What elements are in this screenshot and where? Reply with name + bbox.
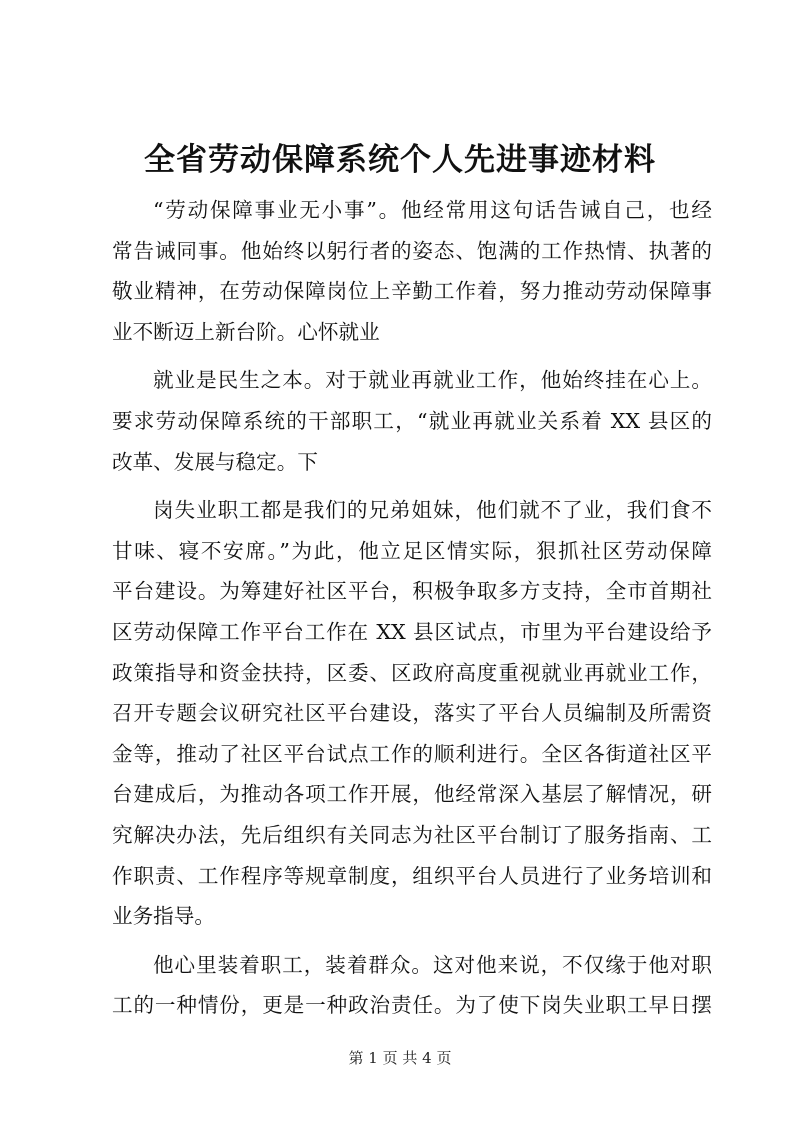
paragraph-line: 召开专题会议研究社区平台建设，落实了平台人员编制及所需资 <box>112 701 712 726</box>
paragraph-line: 他心里装着职工，装着群众。这对他来说，不仅缘于他对职 <box>153 952 712 977</box>
paragraph-line: 金等，推动了社区平台试点工作的顺利进行。全区各街道社区平 <box>112 741 712 766</box>
paragraph-line: “劳动保障事业无小事”。他经常用这句话告诫自己，也经 <box>153 198 712 222</box>
paragraph <box>112 360 712 482</box>
paragraph <box>112 945 712 1026</box>
paragraph-line: 作职责、工作程序等规章制度，组织平台人员进行了业务培训和 <box>112 863 712 888</box>
document-title: 全省劳动保障系统个人先进事迹材料 <box>144 142 656 178</box>
document-body <box>112 190 712 1026</box>
paragraph-line: 究解决办法，先后组织有关同志为社区平台制订了服务指南、工 <box>112 822 712 847</box>
paragraph-line: 台建成后，为推动各项工作开展，他经常深入基层了解情况，研 <box>112 782 712 807</box>
paragraph <box>112 190 712 352</box>
paragraph-line: 要求劳动保障系统的干部职工，“就业再就业关系着 XX 县区的 <box>112 408 712 433</box>
paragraph-line: 改革、发展与稳定。下 <box>112 449 318 474</box>
paragraph-line: 就业是民生之本。对于就业再就业工作，他始终挂在心上。 <box>153 368 712 393</box>
paragraph-line: 常告诫同事。他始终以躬行者的姿态、饱满的工作热情、执著的 <box>112 238 712 263</box>
paragraph-line: 甘味、寝不安席。”为此，他立足区情实际，狠抓社区劳动保障 <box>112 538 712 563</box>
paragraph-line: 区劳动保障工作平台工作在 XX 县区试点，市里为平台建设给予 <box>112 619 712 644</box>
paragraph <box>112 490 712 937</box>
paragraph-line: 工的一种情份，更是一种政治责任。为了使下岗失业职工早日摆 <box>112 993 712 1018</box>
paragraph-line: 敬业精神，在劳动保障岗位上辛勤工作着，努力推动劳动保障事 <box>112 279 712 304</box>
paragraph-line: 业务指导。 <box>112 904 215 929</box>
page-footer: 第 1 页 共 4 页 <box>348 1049 452 1067</box>
paragraph-line: 政策指导和资金扶持，区委、区政府高度重视就业再就业工作， <box>112 660 712 685</box>
paragraph-line: 业不断迈上新台阶。心怀就业 <box>112 319 380 344</box>
paragraph-line: 平台建设。为筹建好社区平台，积极争取多方支持，全市首期社 <box>112 579 712 604</box>
paragraph-line: 岗失业职工都是我们的兄弟姐妹，他们就不了业，我们食不 <box>153 498 712 523</box>
